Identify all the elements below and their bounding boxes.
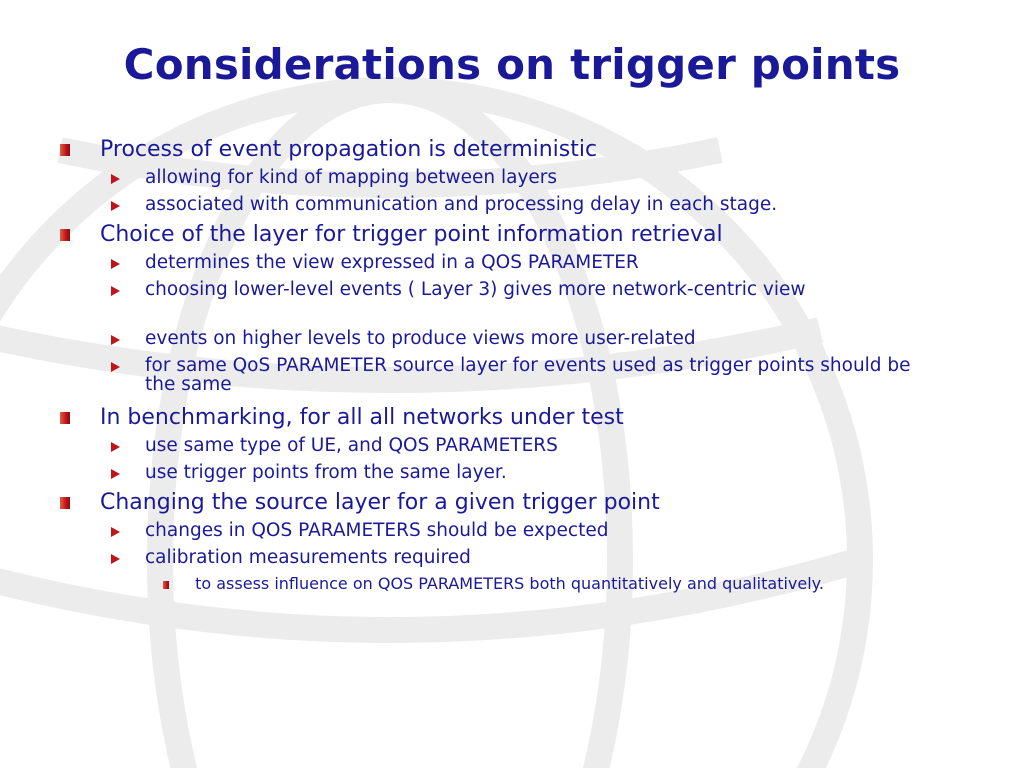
bullet-item-7: events on higher levels to produce views more user-related (145, 328, 696, 349)
level-2-arrow-icon (111, 201, 120, 211)
level-2-arrow-icon (111, 527, 120, 537)
level-2-arrow-icon (111, 442, 120, 452)
bullet-item-14: calibration measurements required (145, 547, 471, 568)
level-2-arrow-icon (111, 174, 120, 184)
level-1-bullet-icon (60, 497, 70, 509)
bullet-item-4: Choice of the layer for trigger point information retrieval (100, 222, 723, 247)
slide-title: Considerations on trigger points (123, 40, 901, 89)
bullet-item-15: to assess influence on QOS PARAMETERS both quantitatively and qualitatively. (190, 574, 824, 593)
bullet-item-12: Changing the source layer for a given trigger point (100, 490, 660, 515)
level-1-bullet-icon (60, 144, 70, 156)
level-2-arrow-icon (111, 259, 120, 269)
bullet-item-1: Process of event propagation is deterministic (100, 137, 598, 162)
bullet-item-2: allowing for kind of mapping between layers (145, 167, 558, 188)
bullet-item-10: use same type of UE, and QOS PARAMETERS (145, 435, 558, 456)
bullet-item-5: determines the view expressed in a QOS PARAMETER (145, 252, 639, 273)
level-1-bullet-icon (60, 412, 70, 424)
level-2-arrow-icon (111, 554, 120, 564)
bullet-item-6: choosing lower-level events ( Layer 3) gives more network-centric view (145, 279, 806, 300)
bullet-item-13: changes in QOS PARAMETERS should be expected (145, 520, 609, 541)
level-2-arrow-icon (111, 286, 120, 296)
bullet-item-9: In benchmarking, for all all networks under test (100, 405, 624, 430)
level-2-arrow-icon (111, 335, 120, 345)
bullet-item-3: associated with communication and processing delay in each stage. (145, 194, 778, 215)
bullet-item-11: use trigger points from the same layer. (145, 462, 507, 483)
level-1-bullet-icon (60, 229, 70, 241)
level-2-arrow-icon (111, 469, 120, 479)
level-3-bullet-icon (163, 581, 169, 589)
bullet-item-8: for same QoS PARAMETER source layer for events used as trigger points should be the same (145, 355, 911, 395)
level-2-arrow-icon (111, 362, 120, 372)
